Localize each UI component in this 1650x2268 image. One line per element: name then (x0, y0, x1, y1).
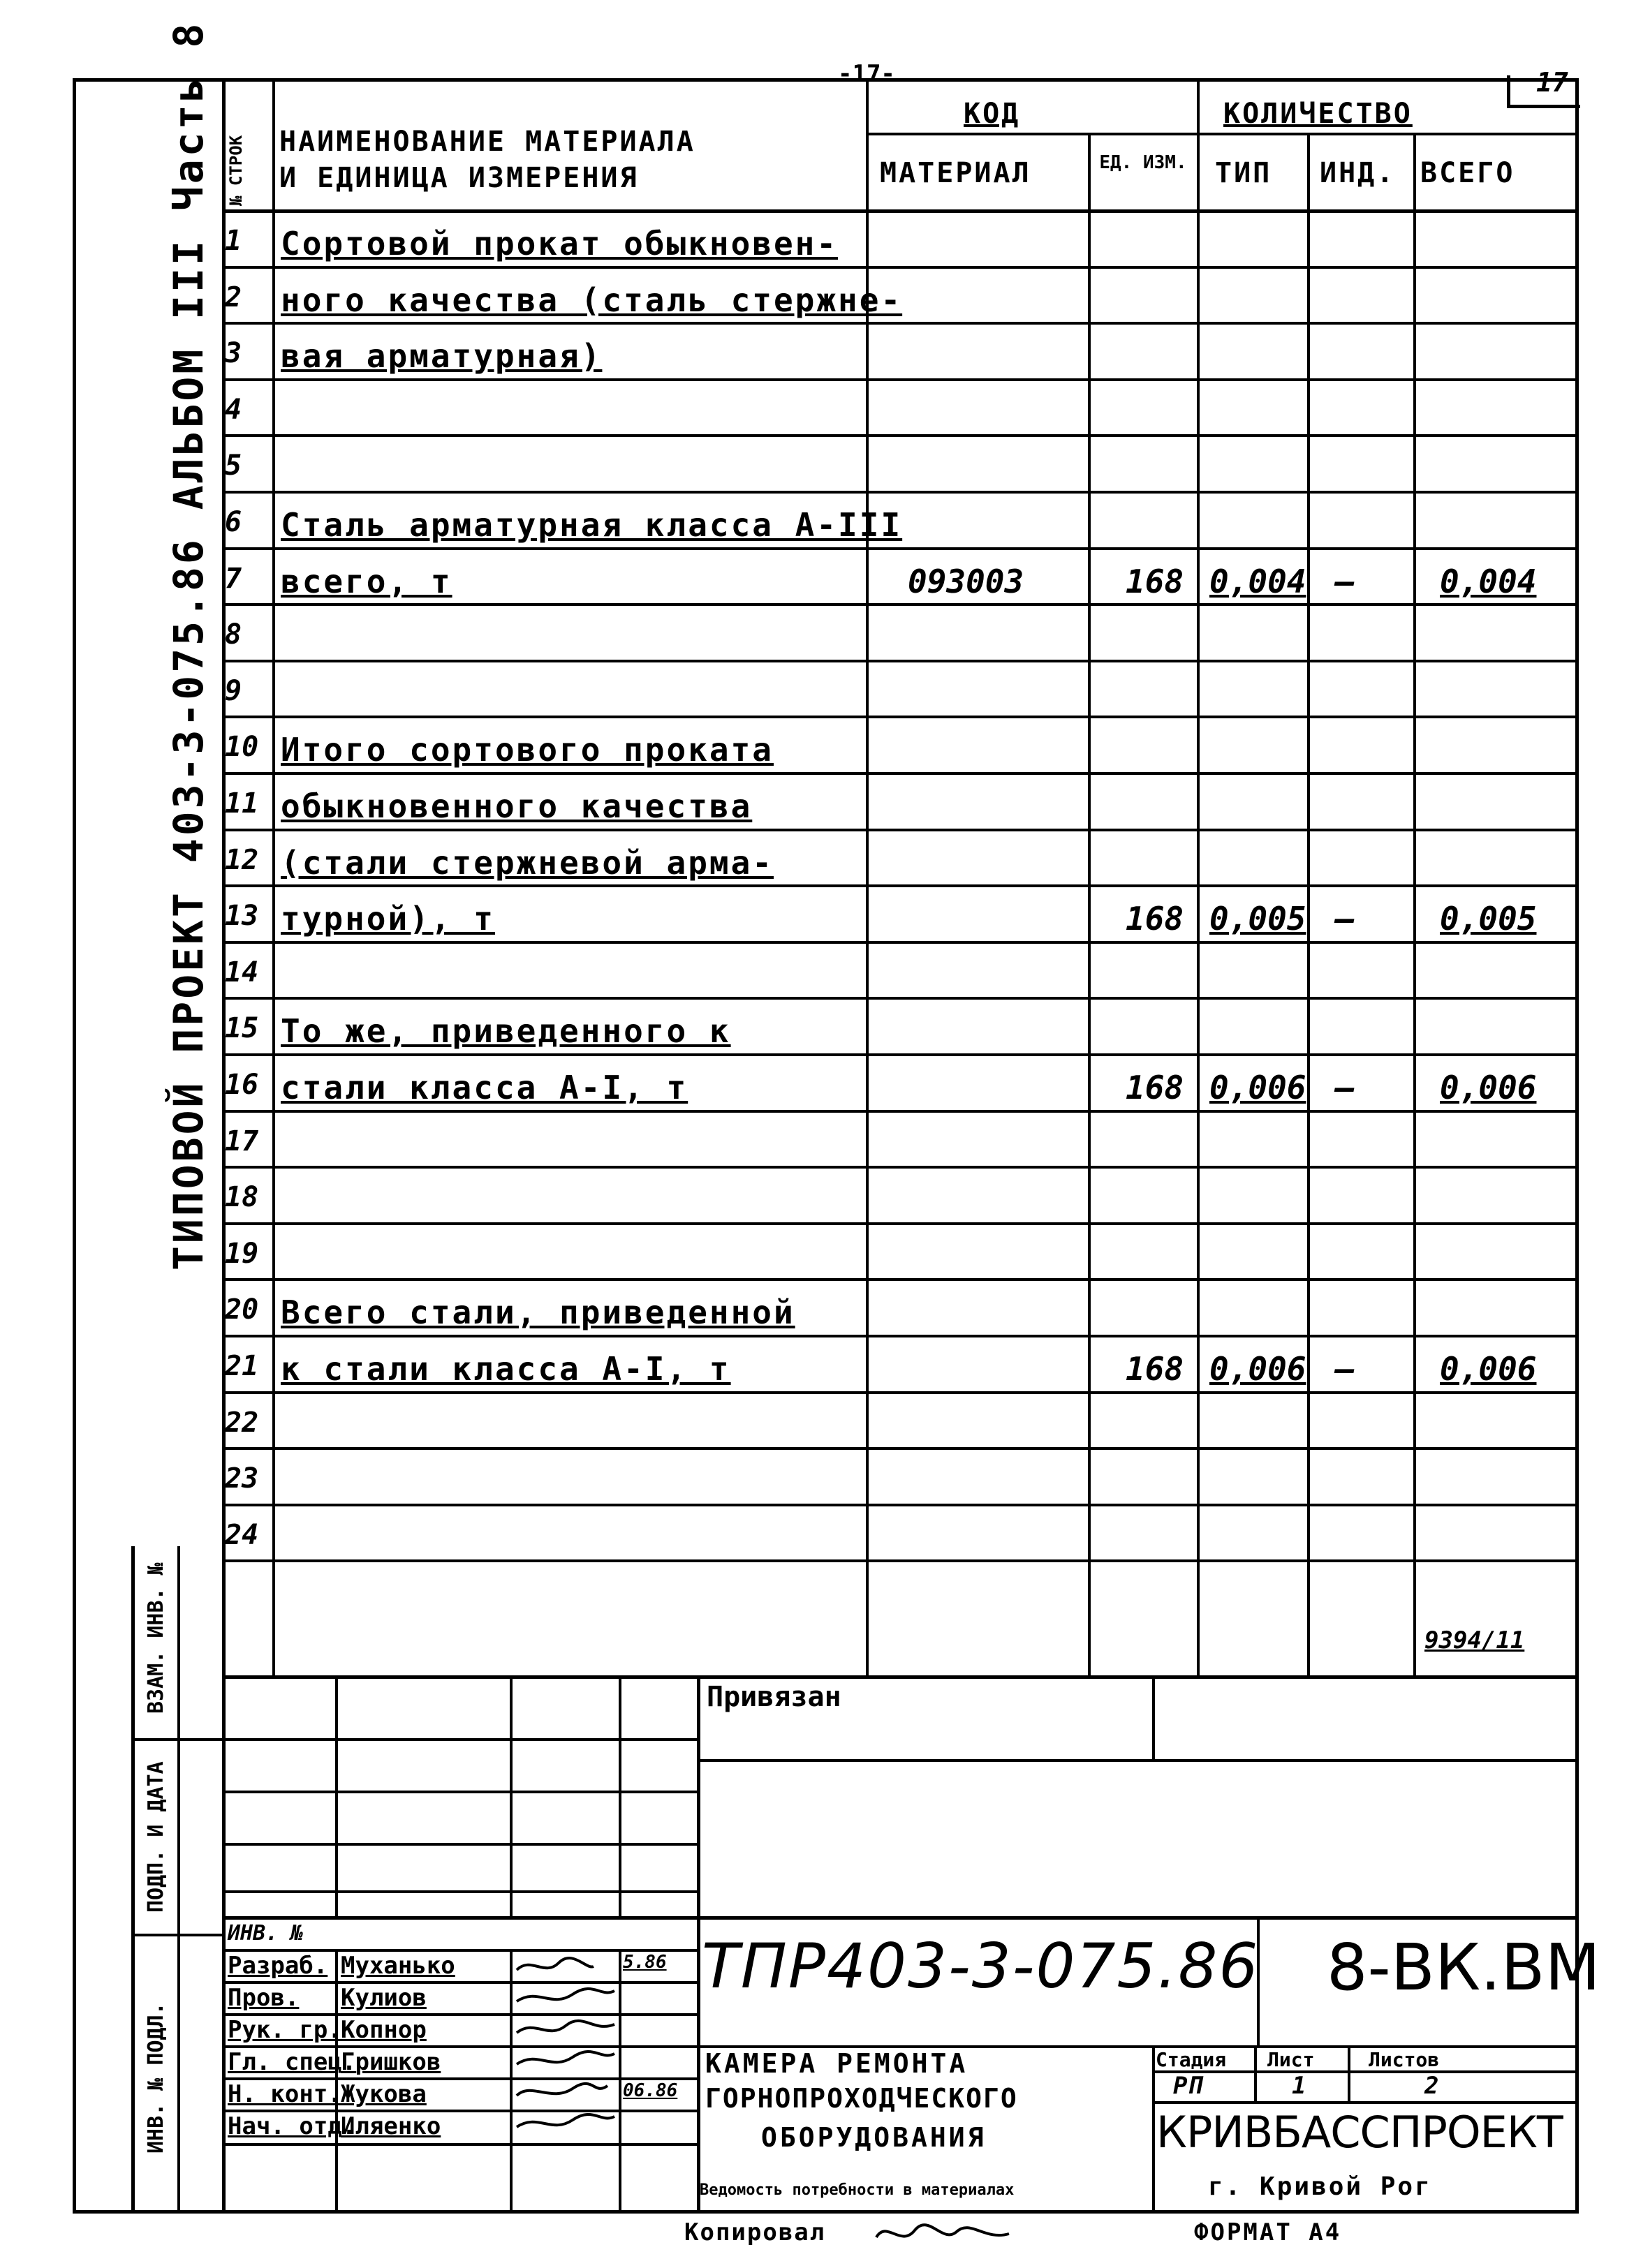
row-n: 2 (225, 281, 242, 313)
person-role: Н. конт. (228, 2080, 342, 2108)
row-n: 23 (225, 1462, 259, 1495)
project-title-vertical: ТИПОВОЙ ПРОЕКТ 403-3-075.86 АЛЬБОМ III Часть 8 (165, 20, 212, 1270)
person-role: Разраб. (228, 1952, 328, 1980)
row-name: всего, т (281, 562, 452, 600)
row-divider (222, 434, 1579, 437)
person-role: Нач. отд. (228, 2112, 357, 2140)
org-city: г. Кривой Рог (1208, 2172, 1432, 2201)
row-n: 13 (225, 900, 259, 933)
row-unit: 168 (1126, 562, 1184, 600)
row-divider (222, 1222, 1579, 1225)
header-type: ТИП (1215, 157, 1272, 189)
row-total: 0,006 (1440, 1069, 1537, 1106)
row-divider (222, 1166, 1579, 1169)
person-role: Пров. (228, 1984, 300, 2012)
row-divider (222, 1391, 1579, 1394)
row-n: 10 (225, 731, 259, 764)
subtitle: Ведомость потребности в материалах (700, 2181, 1015, 2199)
row-tip: 0,006 (1209, 1350, 1306, 1388)
row-divider (222, 1559, 1579, 1562)
row-name: вая арматурная) (281, 337, 603, 376)
doc-code: ТПР403-3-075.86 (702, 1930, 1260, 2002)
inv-no-label: ИНВ. № (228, 1921, 304, 1945)
row-divider (222, 603, 1579, 606)
row-name: (стали стержневой арма- (281, 843, 774, 882)
row-divider (222, 547, 1579, 550)
row-n: 11 (225, 787, 259, 820)
corner-number: 17 (1536, 67, 1568, 98)
person-date: 5.86 (623, 1952, 667, 1973)
signatures (510, 1949, 621, 2144)
row-n: 4 (225, 393, 242, 426)
row-n: 7 (225, 562, 242, 595)
row-unit: 168 (1126, 900, 1184, 938)
row-divider (222, 491, 1579, 494)
row-divider (222, 772, 1579, 775)
row-n: 14 (225, 956, 259, 988)
row-n: 21 (225, 1350, 259, 1382)
header-quantity: КОЛИЧЕСТВО (1223, 98, 1413, 130)
person-name: Муханько (341, 1952, 455, 1980)
header-row-no: № СТРОК (226, 135, 246, 206)
margin-sign-date: ПОДП. И ДАТА (144, 1761, 168, 1913)
row-tip: 0,004 (1209, 562, 1306, 600)
row-name: турной), т (281, 900, 495, 938)
row-n: 16 (225, 1069, 259, 1101)
person-date: 06.86 (623, 2080, 678, 2101)
margin-stamp-box (131, 1546, 222, 2214)
sheet-value: 1 (1292, 2072, 1306, 2100)
row-divider (222, 266, 1579, 269)
row-divider (222, 1278, 1579, 1281)
row-name: То же, приведенного к (281, 1012, 731, 1051)
row-name: стали класса А-I, т (281, 1069, 688, 1106)
header-material: МАТЕРИАЛ (880, 157, 1031, 189)
row-name: Сталь арматурная класса А-III (281, 506, 903, 544)
row-divider (222, 660, 1579, 662)
row-divider (222, 941, 1579, 944)
row-n: 9 (225, 674, 242, 707)
row-divider (222, 829, 1579, 831)
person-name: Иляенко (341, 2112, 441, 2140)
row-divider (222, 1504, 1579, 1506)
sheets-value: 2 (1424, 2072, 1439, 2100)
header-unit: ЕД. ИЗМ. (1099, 152, 1187, 173)
row-ind: — (1335, 562, 1355, 600)
row-ind: — (1335, 900, 1355, 938)
header-code: КОД (964, 98, 1021, 130)
row-n: 12 (225, 843, 259, 876)
header-ind: ИНД. (1320, 157, 1396, 189)
row-name: Итого сортового проката (281, 731, 774, 769)
header-name-line1: НАИМЕНОВАНИЕ МАТЕРИАЛА (279, 126, 695, 158)
row-n: 18 (225, 1181, 259, 1214)
person-name: Гришков (341, 2048, 441, 2076)
row-n: 22 (225, 1406, 259, 1439)
privyazan-label: Привязан (707, 1681, 841, 1713)
title-line3: ОБОРУДОВАНИЯ (761, 2122, 987, 2153)
row-divider (222, 1335, 1579, 1337)
row-total: 0,004 (1440, 562, 1537, 600)
row-divider (222, 378, 1579, 381)
person-role: Гл. спец. (228, 2048, 357, 2076)
row-total: 0,005 (1440, 900, 1537, 938)
row-divider (222, 1447, 1579, 1450)
row-divider (222, 1110, 1579, 1113)
row-tip: 0,006 (1209, 1069, 1306, 1106)
last-row-note: 9394/11 (1424, 1626, 1525, 1654)
row-name: Сортовой прокат обыкновен- (281, 225, 839, 262)
row-n: 19 (225, 1237, 259, 1270)
person-name: Кулиов (341, 1984, 427, 2012)
margin-replace-inv: ВЗАМ. ИНВ. № (144, 1562, 168, 1714)
row-n: 17 (225, 1125, 259, 1157)
person-name: Копнор (341, 2016, 427, 2044)
row-n: 8 (225, 618, 242, 651)
row-n: 3 (225, 337, 242, 370)
row-divider (222, 322, 1579, 325)
footer-copied: Копировал (684, 2218, 826, 2246)
sheet-label: Лист (1267, 2048, 1315, 2071)
sheets-label: Листов (1369, 2048, 1440, 2071)
header-total: ВСЕГО (1420, 157, 1515, 189)
row-n: 24 (225, 1518, 259, 1551)
row-divider (222, 716, 1579, 718)
header-name-line2: И ЕДИНИЦА ИЗМЕРЕНИЯ (279, 162, 639, 194)
row-divider (222, 1053, 1579, 1056)
title-line1: КАМЕРА РЕМОНТА (705, 2048, 968, 2079)
stage-label: Стадия (1156, 2048, 1227, 2071)
title-line2: ГОРНОПРОХОДЧЕСКОГО (705, 2083, 1018, 2114)
row-name: обыкновенного качества (281, 787, 753, 825)
row-ind: — (1335, 1350, 1355, 1388)
org-name: КРИВБАССПРОЕКТ (1156, 2107, 1563, 2158)
row-unit: 168 (1126, 1350, 1184, 1388)
row-divider (222, 997, 1579, 1000)
person-role: Рук. гр. (228, 2016, 342, 2044)
row-unit: 168 (1126, 1069, 1184, 1106)
row-n: 6 (225, 506, 242, 538)
sheet-code: 8-ВК.ВМ (1327, 1930, 1600, 2005)
row-ind: — (1335, 1069, 1355, 1106)
footer-format: ФОРМАТ А4 (1194, 2218, 1342, 2246)
row-n: 20 (225, 1294, 259, 1326)
row-name: ного качества (сталь стержне- (281, 281, 903, 319)
stage-value: РП (1173, 2072, 1202, 2100)
person-name: Жукова (341, 2080, 427, 2108)
row-n: 1 (225, 225, 242, 257)
row-name: к стали класса А-I, т (281, 1350, 731, 1388)
copied-signature (873, 2216, 1012, 2251)
margin-inv-orig: ИНВ. № ПОДЛ. (144, 2002, 168, 2154)
row-n: 5 (225, 450, 242, 482)
row-tip: 0,005 (1209, 900, 1306, 938)
row-total: 0,006 (1440, 1350, 1537, 1388)
page-number: -17- (838, 60, 895, 88)
row-name: Всего стали, приведенной (281, 1294, 795, 1332)
row-n: 15 (225, 1012, 259, 1045)
row-divider (222, 884, 1579, 887)
row-mat: 093003 (908, 562, 1024, 600)
outer-frame (73, 78, 1579, 2214)
